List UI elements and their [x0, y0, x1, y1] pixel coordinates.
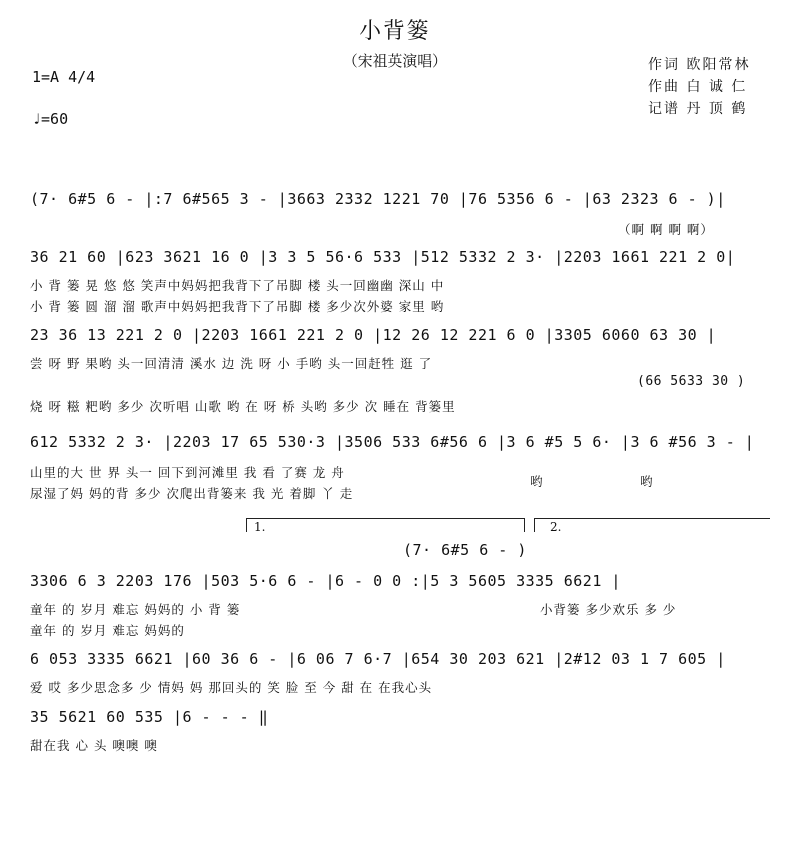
- row3-lyric-verse1: 尝 呀 野 果哟 头一回清清 溪水 边 洗 呀 小 手哟 头一回赶牲 逛 了: [30, 356, 433, 371]
- volta1-bracket-line: [246, 518, 524, 519]
- row2-lyric-verse1: 小 背 篓 晃 悠 悠 笑声中妈妈把我背下了吊脚 楼 头一回幽幽 深山 中: [30, 278, 445, 293]
- lyricist-credit: 作词 欧阳常林: [648, 57, 751, 73]
- performer-subtitle: （宋祖英演唱）: [342, 52, 447, 70]
- intro-aside-lyric: （啊 啊 啊 啊）: [618, 222, 714, 237]
- row5-notes: 3306 6 3 2203 176 |503 5·6 6 - |6 - 0 0 :|5 3 5605 3335 6621 |: [30, 572, 621, 590]
- row5-lyric-ending2: 小背篓 多少欢乐 多 少: [540, 602, 677, 617]
- row5-lyric-verse1: 童年 的 岁月 难忘 妈妈的 小 背 篓: [30, 602, 241, 617]
- volta1-bracket-start: [246, 518, 247, 532]
- row7-notes: 35 5621 60 535 |6 - - - ‖: [30, 708, 269, 726]
- composer-credit: 作曲 白 诚 仁: [648, 79, 748, 95]
- tempo-marking: ♩=60: [32, 110, 69, 128]
- row6-lyric: 爱 哎 多少思念多 少 情妈 妈 那回头的 笑 脸 至 今 甜 在 在我心头: [30, 680, 433, 695]
- row2-lyric-verse2: 小 背 篓 圆 溜 溜 歌声中妈妈把我背下了吊脚 楼 多少次外婆 家里 哟: [30, 299, 445, 314]
- row3-aside-notes: (66 5633 30 ): [637, 374, 746, 389]
- row5-pre-notes: (7· 6#5 6 - ): [403, 541, 527, 559]
- row3-notes: 23 36 13 221 2 0 |2203 1661 221 2 0 |12 26 12 221 6 0 |3305 6060 63 30 |: [30, 326, 717, 344]
- row4-yo-1: 哟: [530, 474, 544, 489]
- row4-yo-2: 哟: [640, 474, 654, 489]
- row4-lyric-verse1: 山里的大 世 界 头一 回下到河滩里 我 看 了赛 龙 舟: [30, 465, 345, 480]
- row7-lyric: 甜在我 心 头 噢噢 噢: [30, 738, 158, 753]
- transcriber-credit: 记谱 丹 顶 鹤: [648, 101, 748, 117]
- row4-notes: 612 5332 2 3· |2203 17 65 530·3 |3506 533 6#56 6 |3 6 #5 5 6· |3 6 #56 3 - |: [30, 433, 755, 451]
- volta2-label: 2.: [550, 520, 562, 534]
- row2-notes: 36 21 60 |623 3621 16 0 |3 3 5 56·6 533 |512 5332 2 3· |2203 1661 221 2 0|: [30, 248, 736, 266]
- row5-lyric-verse2: 童年 的 岁月 难忘 妈妈的: [30, 623, 185, 638]
- volta1-bracket-end: [524, 518, 525, 532]
- song-title: 小背篓: [359, 19, 431, 44]
- row6-notes: 6 053 3335 6621 |60 36 6 - |6 06 7 6·7 |654 30 203 621 |2#12 03 1 7 605 |: [30, 650, 726, 668]
- intro-notes: (7· 6#5 6 - |:7 6#565 3 - |3663 2332 1221 70 |76 5356 6 - |63 2323 6 - )|: [30, 190, 726, 208]
- key-signature: 1=A 4/4: [32, 68, 96, 86]
- row3-lyric-verse2: 烧 呀 糍 粑哟 多少 次听唱 山歌 哟 在 呀 桥 头哟 多少 次 睡在 背篓里: [30, 399, 456, 414]
- volta1-label: 1.: [254, 520, 266, 534]
- volta2-bracket-start: [534, 518, 535, 532]
- volta2-bracket-line: [534, 518, 770, 519]
- row4-lyric-verse2: 尿湿了妈 妈的背 多少 次爬出背篓来 我 光 着脚 丫 走: [30, 486, 354, 501]
